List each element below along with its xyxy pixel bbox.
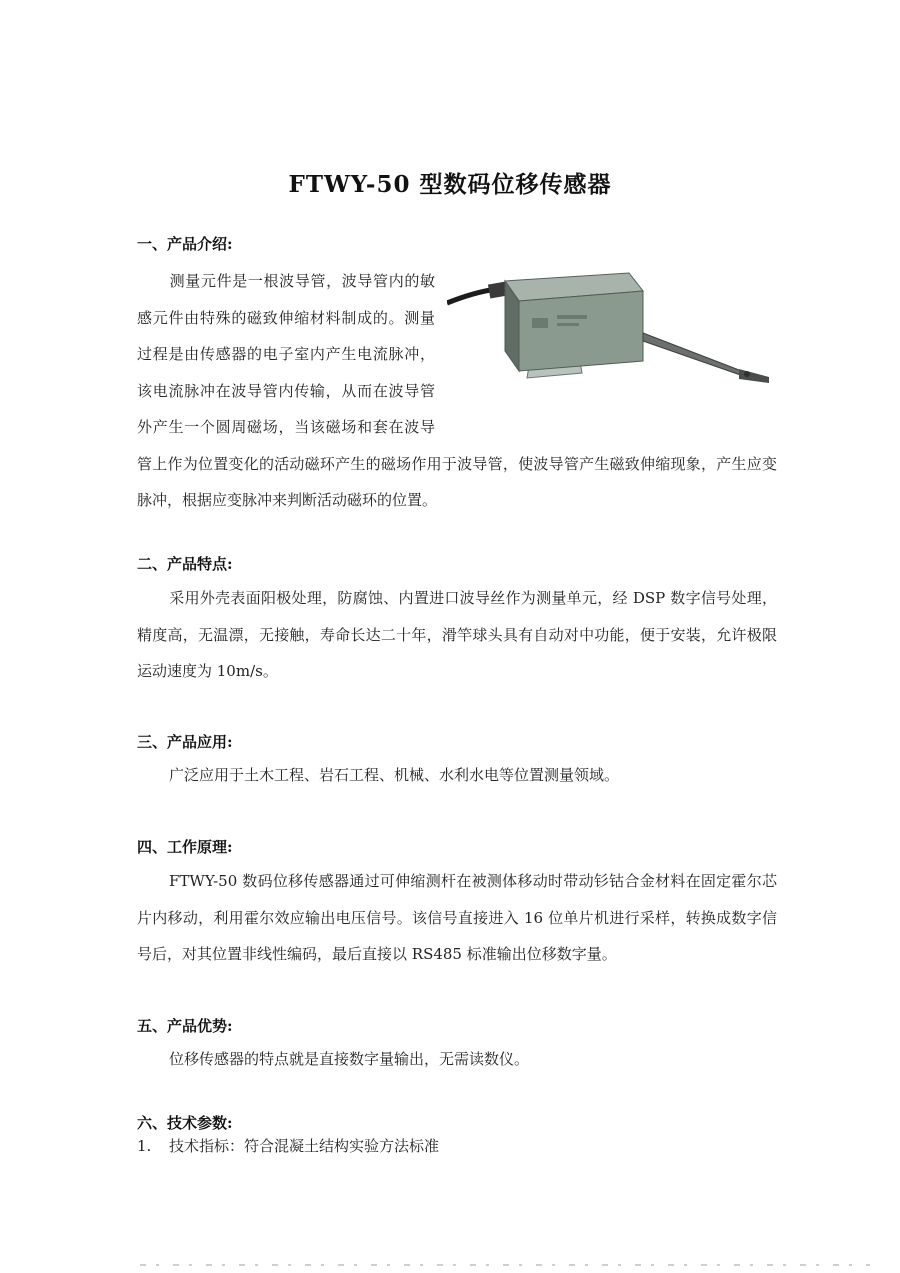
heading-intro: 一、产品介绍:: [137, 235, 233, 253]
intro-paragraph: 测量元件是一根波导管，波导管内的敏感元件由特殊的磁致伸缩材料制成的。测量过程是由传感器的电子室内产生电流脉冲，该电流脉冲在波导管内传输，从而在波导管外产生一个圆周磁场，当该磁场和套在波导管上作为位置变化的活动磁环产生的磁场作用于波导管，使波导管产生磁致伸缩现象，产生应变脉冲，根据应变脉冲来判断活动磁环的位置。: [137, 272, 777, 509]
spec-item-text: 技术指标：符合混凝土结构实验方法标准: [169, 1137, 440, 1155]
features-text: [137, 580, 777, 690]
page-title: FTWY-50 型数码位移传感器: [288, 171, 612, 198]
heading-features: 二、产品特点:: [137, 555, 233, 573]
applications-text: [137, 757, 777, 794]
heading-applications: 三、产品应用:: [137, 733, 233, 751]
heading-advantages: 五、产品优势:: [137, 1017, 233, 1035]
principle-paragraph: FTWY-50 数码位移传感器通过可伸缩测杆在被测体移动时带动钐钴合金材料在固定霍尔芯片内移动，利用霍尔效应输出电压信号。该信号直接进入 16 位单片机进行采样，转换成数字信号后，对其位置非线性编码，最后直接以 RS485 标准输出位移数字量。: [137, 872, 777, 963]
sensor-product-image: [447, 263, 777, 433]
spec-list-item: [137, 1135, 439, 1156]
applications-paragraph: 广泛应用于土木工程、岩石工程、机械、水利水电等位置测量领域。: [169, 766, 620, 784]
scan-artifact: [140, 1262, 870, 1268]
heading-principle: 四、工作原理:: [137, 838, 233, 856]
advantages-paragraph: 位移传感器的特点就是直接数字量输出，无需读数仪。: [169, 1050, 530, 1068]
intro-block: [137, 263, 777, 519]
principle-text: [137, 863, 777, 973]
advantages-text: [137, 1041, 777, 1078]
features-paragraph: 采用外壳表面阳极处理，防腐蚀、内置进口波导丝作为测量单元，经 DSP 数字信号处理，精度高，无温漂，无接触，寿命长达二十年，滑竿球头具有自动对中功能，便于安装，允许极限运动速度为 10m/s。: [137, 589, 777, 680]
spec-item-number: 1.: [137, 1137, 152, 1155]
heading-specs: 六、技术参数:: [137, 1114, 233, 1132]
